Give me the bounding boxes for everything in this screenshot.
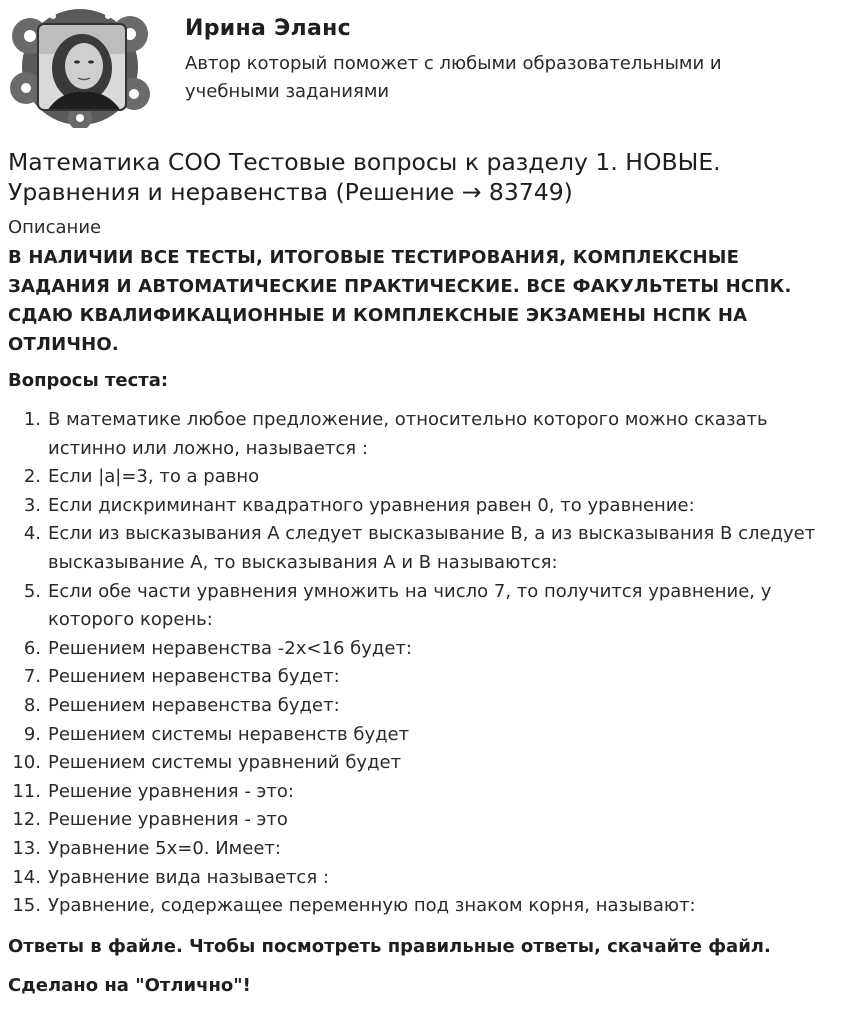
question-item bbox=[8, 835, 828, 864]
question-item bbox=[8, 864, 828, 893]
author-description: Автор который поможет с любыми образовательными и учебными заданиями bbox=[185, 53, 722, 102]
question-item bbox=[8, 749, 828, 778]
questions-heading: Вопросы теста: bbox=[8, 370, 169, 391]
question-text: Уравнение вида называется : bbox=[48, 866, 329, 888]
answers-note: Ответы в файле. Чтобы посмотреть правильные ответы, скачайте файл. bbox=[8, 936, 771, 957]
author-card bbox=[8, 6, 838, 128]
question-text: Решением системы уравнений будет bbox=[48, 752, 402, 774]
question-item bbox=[8, 892, 828, 921]
page-title: Математика СОО Тестовые вопросы к разделу 1. НОВЫЕ. Уравнения и неравенства (Решение → 83749) bbox=[8, 148, 721, 206]
question-number: 1. bbox=[23, 409, 41, 430]
question-item bbox=[8, 578, 828, 635]
question-text: Уравнение 5х=0. Имеет: bbox=[48, 837, 281, 859]
done-note: Сделано на "Отлично"! bbox=[8, 975, 251, 996]
question-text: Если из высказывания А следует высказывание В, а из высказывания В следует высказывание А, то высказывания А и В называются: bbox=[48, 523, 816, 573]
author-avatar[interactable] bbox=[8, 6, 153, 128]
description-body: В НАЛИЧИИ ВСЕ ТЕСТЫ, ИТОГОВЫЕ ТЕСТИРОВАНИЯ, КОМПЛЕКСНЫЕ ЗАДАНИЯ И АВТОМАТИЧЕСКИЕ ПРАКТИЧЕСКИЕ. ВСЕ ФАКУЛЬТЕТЫ НСПК. СДАЮ КВАЛИФИКАЦИОННЫЕ И КОМПЛЕКСНЫЕ ЭКЗАМЕНЫ НСПК НА ОТЛИЧНО. bbox=[8, 247, 792, 355]
question-number: 4. bbox=[23, 523, 41, 545]
question-text: Решением неравенства будет: bbox=[48, 666, 340, 688]
question-number: 8. bbox=[23, 694, 41, 716]
question-number: 11. bbox=[12, 780, 41, 802]
question-item bbox=[8, 406, 828, 463]
question-text: В математике любое предложение, относительно которого можно сказать истинно или ложно, называется : bbox=[48, 409, 768, 459]
question-item bbox=[8, 663, 828, 692]
author-name[interactable]: Ирина Эланс bbox=[185, 16, 351, 41]
question-text: Решением неравенства -2х<16 будет: bbox=[48, 637, 412, 659]
question-number: 14. bbox=[12, 866, 41, 888]
question-number: 9. bbox=[23, 723, 41, 745]
question-item bbox=[8, 463, 828, 492]
question-number: 13. bbox=[12, 837, 41, 859]
question-text: Решением системы неравенств будет bbox=[48, 723, 410, 745]
question-text: Если |a|=3, то а равно bbox=[48, 466, 260, 488]
description-label: Описание bbox=[8, 217, 102, 238]
question-text: Решением неравенства будет: bbox=[48, 694, 340, 716]
questions-list bbox=[8, 406, 828, 921]
question-text: Решение уравнения - это: bbox=[48, 780, 294, 802]
question-item bbox=[8, 520, 828, 577]
question-number: 5. bbox=[23, 580, 41, 602]
question-number: 15. bbox=[12, 895, 41, 917]
question-text: Если обе части уравнения умножить на число 7, то получится уравнение, у которого корень: bbox=[48, 580, 772, 631]
question-item bbox=[8, 806, 828, 835]
question-number: 2. bbox=[23, 466, 41, 488]
question-text: Если дискриминант квадратного уравнения равен 0, то уравнение: bbox=[48, 494, 695, 516]
question-text: Уравнение, содержащее переменную под знаком корня, называют: bbox=[48, 895, 696, 917]
question-item bbox=[8, 492, 828, 521]
question-text: Решение уравнения - это bbox=[48, 809, 288, 831]
question-item bbox=[8, 692, 828, 721]
question-item bbox=[8, 778, 828, 807]
question-number: 6. bbox=[23, 637, 41, 659]
question-item bbox=[8, 635, 828, 664]
portrait-photo bbox=[38, 24, 126, 116]
question-number: 12. bbox=[12, 809, 41, 831]
question-number: 7. bbox=[23, 666, 41, 688]
question-number: 3. bbox=[23, 494, 41, 516]
question-item bbox=[8, 721, 828, 750]
question-number: 10. bbox=[12, 752, 41, 774]
